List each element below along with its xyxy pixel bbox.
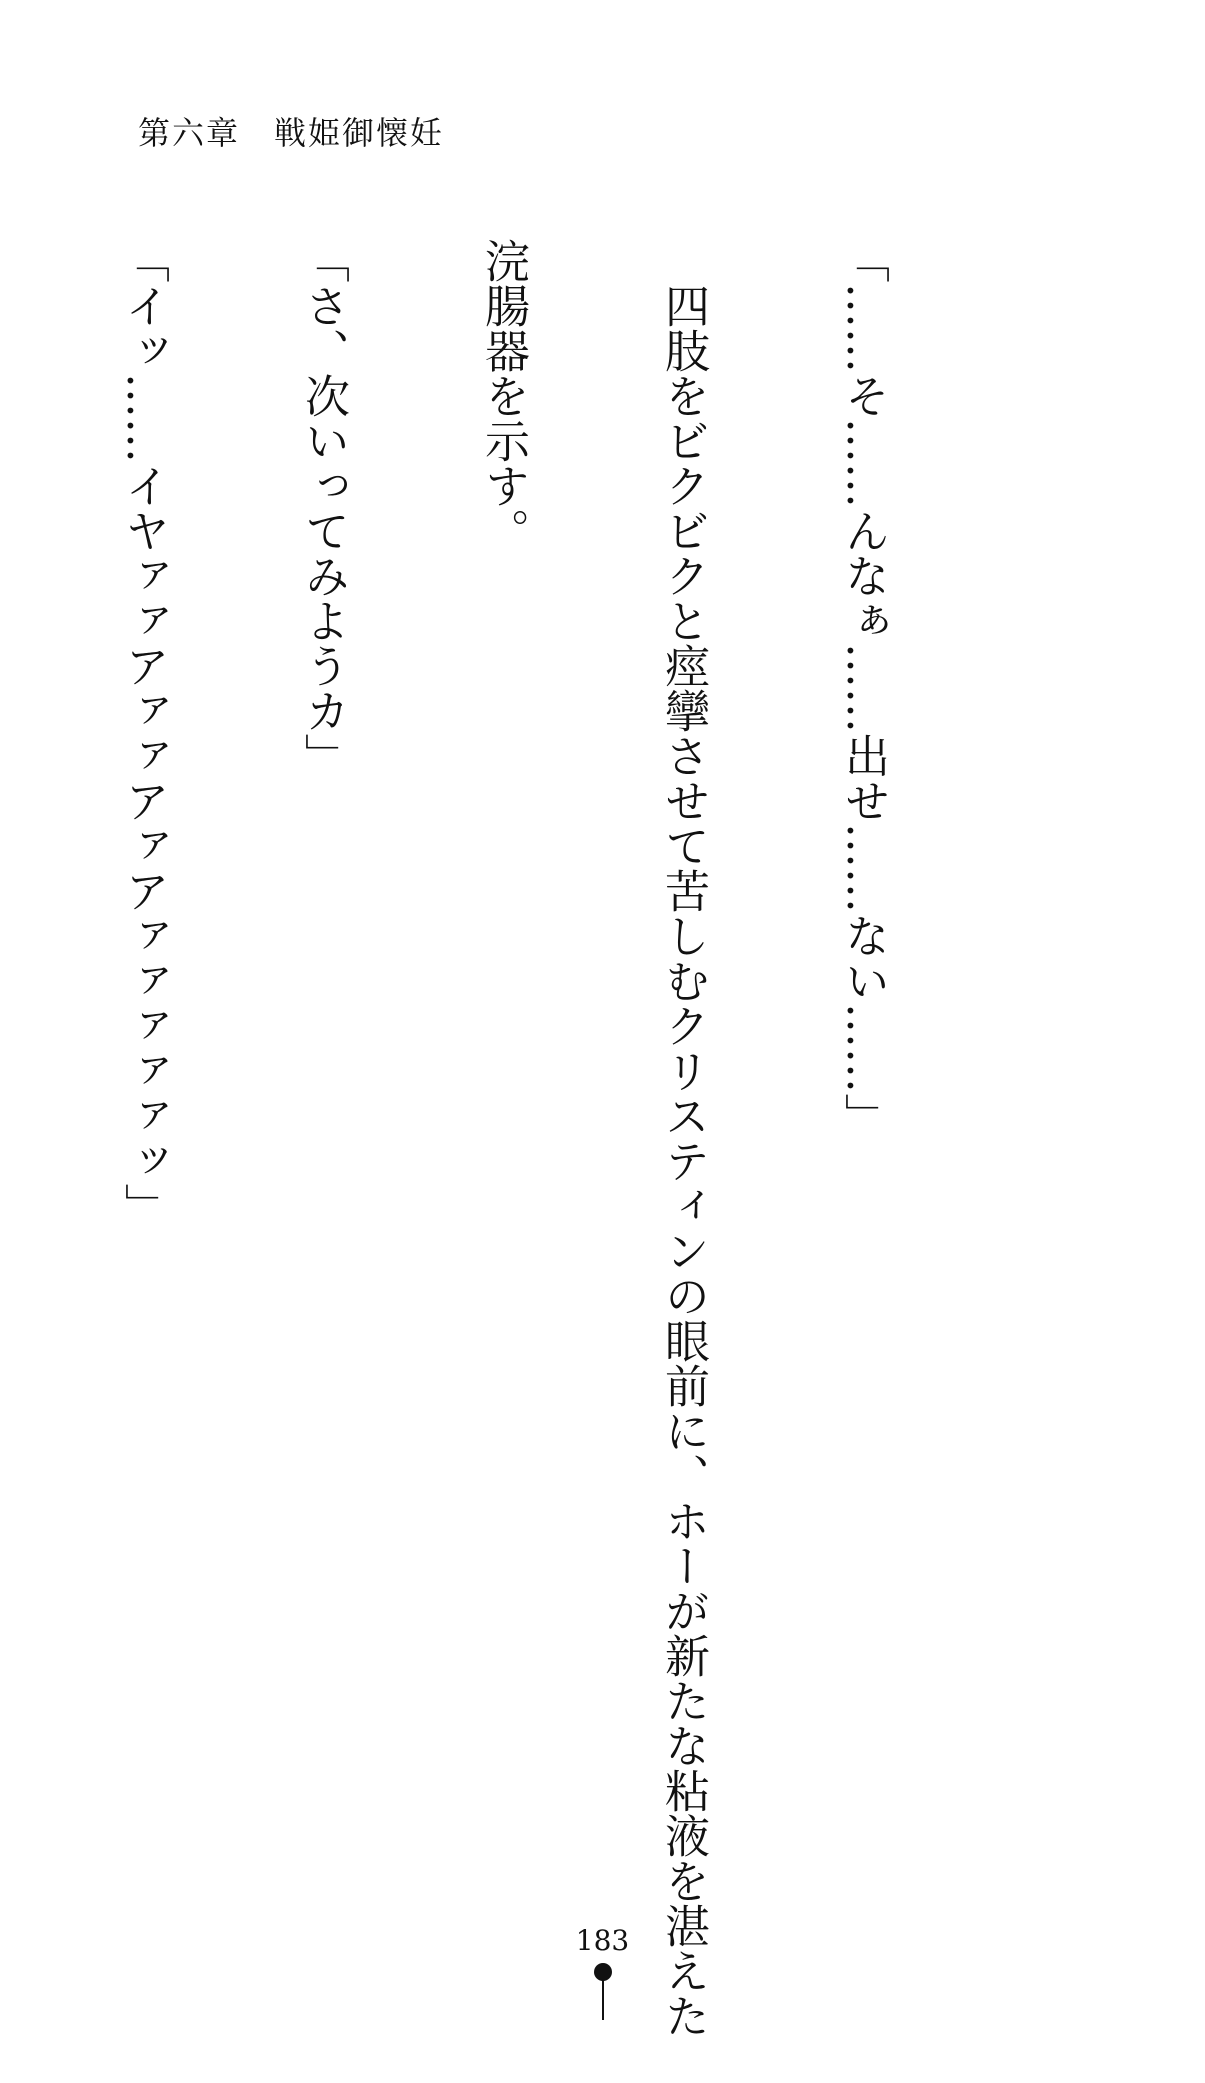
text-line: 「……そ……んなぁ……出せ……ない……」 (837, 238, 890, 1138)
text-line: 「さ、次いってみようカ」 (297, 238, 350, 778)
text-line: 浣腸器を示す。 (477, 238, 530, 553)
text-line: 「イッ……イヤァァアァァアァアァァァァァッ」 (117, 238, 170, 1228)
running-head: 第六章 戦姫御懐妊 (138, 114, 445, 152)
page-number: 183 (575, 1924, 630, 1957)
text-line: 四肢をビクビクと痙攣させて苦しむクリスティンの眼前に、ホーが新たな粘液を湛えた (657, 238, 710, 2038)
page-marker-stem (602, 1978, 604, 2020)
